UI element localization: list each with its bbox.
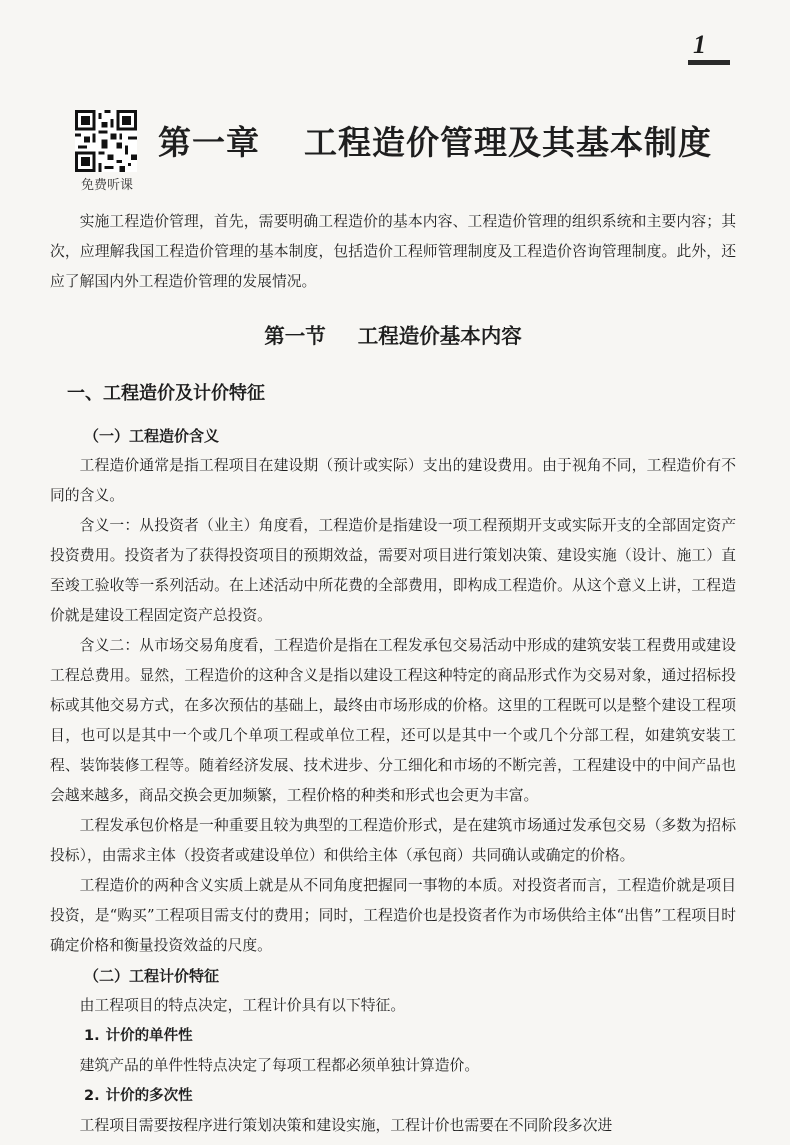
- subheading-cost-meaning: （一）工程造价含义: [84, 427, 220, 445]
- section-title: [50, 320, 736, 352]
- item-title: 计价的多次性: [105, 1088, 193, 1104]
- paragraph: 含义二：从市场交易角度看，工程造价是指在工程发承包交易活动中形成的建筑安装工程费用或建设工程总费用。显然，工程造价的这种含义是指以建设工程这种特定的商品形式作为交易对象，通过招标投标或其他交易方式，在多次预估的基础上，最终由市场形成的价格。这里的工程既可以是整个建设工程项目，也可以是其中一个或几个单项工程或单位工程，还可以是其中一个或几个分部工程，如建筑安装工程、装饰装修工程等。随着经济发展、技术进步、分工细化和市场的不断完善，工程建设中的中间产品也会越来越多，商品交换会更加频繁，工程价格的种类和形式也会更为丰富。: [50, 637, 736, 804]
- paragraph: 含义一：从投资者（业主）角度看，工程造价是指建设一项工程预期开支或实际开支的全部固定资产投资费用。投资者为了获得投资项目的预期效益，需要对项目进行策划决策、建设实施（设计、施工）直至竣工验收等一系列活动。在上述活动中所花费的全部费用，即构成工程造价。从这个意义上讲，工程造价就是建设工程固定资产总投资。: [50, 517, 736, 624]
- qr-code-icon[interactable]: [75, 110, 137, 172]
- heading-level-1: 一、工程造价及计价特征: [67, 383, 265, 404]
- paragraph: 工程发承包价格是一种重要且较为典型的工程造价形式，是在建筑市场通过发承包交易（多数为招标投标），由需求主体（投资者或建设单位）和供给主体（承包商）共同确认或确定的价格。: [50, 817, 736, 864]
- qr-caption: 免费听课: [80, 178, 133, 193]
- item-heading: [50, 1081, 736, 1111]
- section-title-text: 工程造价基本内容: [357, 324, 522, 348]
- paragraph: 工程造价的两种含义实质上就是从不同角度把握同一事物的本质。对投资者而言，工程造价就是项目投资，是“购买”工程项目需支付的费用；同时，工程造价也是投资者作为市场供给主体“出售”工程项目时确定价格和衡量投资效益的尺度。: [50, 877, 736, 954]
- item-title: 计价的单件性: [105, 1028, 193, 1044]
- chapter-number: 第一章: [158, 123, 260, 162]
- item-number: 2.: [84, 1088, 100, 1104]
- item-number: 1.: [84, 1028, 100, 1044]
- page-content: [50, 207, 736, 1141]
- paragraph: 工程项目需要按程序进行策划决策和建设实施，工程计价也需要在不同阶段多次进: [79, 1117, 613, 1134]
- page-number: 1: [693, 30, 706, 59]
- subheading-pricing-features: （二）工程计价特征: [84, 967, 220, 985]
- paragraph: 工程造价通常是指工程项目在建设期（预计或实际）支出的建设费用。由于视角不同，工程造价有不同的含义。: [50, 457, 736, 504]
- paragraph: 由工程项目的特点决定，工程计价具有以下特征。: [79, 997, 406, 1014]
- header-rule: [688, 60, 730, 65]
- chapter-title: [158, 117, 738, 164]
- paragraph: 建筑产品的单件性特点决定了每项工程都必须单独计算造价。: [79, 1057, 480, 1074]
- chapter-title-text: 工程造价管理及其基本制度: [304, 123, 712, 162]
- item-heading: [50, 1021, 736, 1051]
- intro-paragraph: 实施工程造价管理，首先，需要明确工程造价的基本内容、工程造价管理的组织系统和主要内容；其次，应理解我国工程造价管理的基本制度，包括造价工程师管理制度及工程造价咨询管理制度。此外，还应了解国内外工程造价管理的发展情况。: [50, 213, 736, 290]
- section-number: 第一节: [264, 324, 326, 348]
